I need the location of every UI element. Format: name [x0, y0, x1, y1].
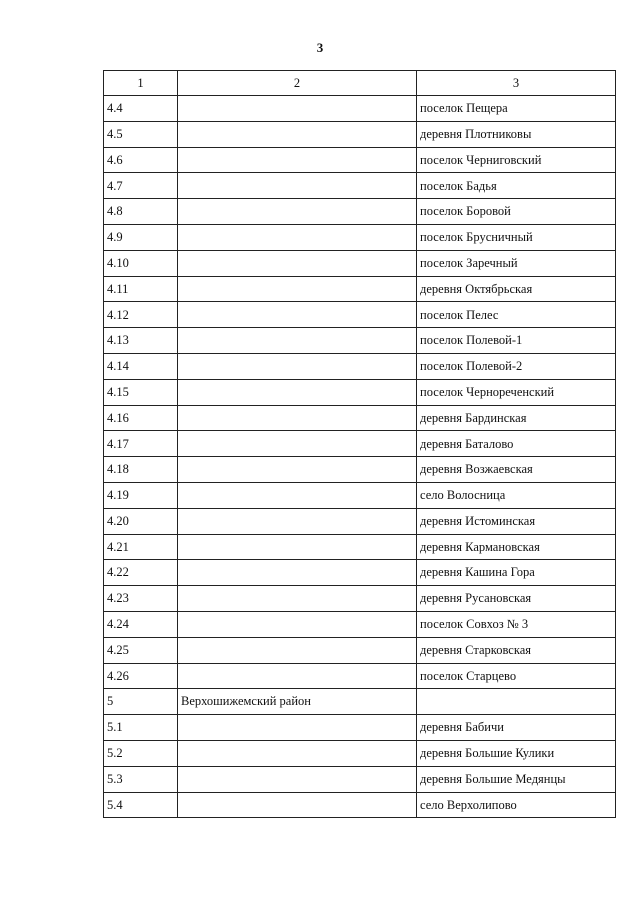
row-number-cell: 4.7 [104, 173, 178, 199]
table-row [104, 328, 616, 354]
column-header-number: 1 [104, 71, 178, 96]
district-cell [178, 405, 417, 431]
row-number-cell: 4.8 [104, 199, 178, 225]
table-row [104, 405, 616, 431]
table-row [104, 482, 616, 508]
district-cell [178, 560, 417, 586]
settlement-cell: поселок Брусничный [417, 224, 616, 250]
page-number: 3 [316, 40, 324, 55]
settlement-cell: деревня Бардинская [417, 405, 616, 431]
table-row [104, 353, 616, 379]
district-cell [178, 353, 417, 379]
table-row [104, 147, 616, 173]
row-number-cell: 4.24 [104, 611, 178, 637]
row-number-cell: 4.12 [104, 302, 178, 328]
district-cell [178, 96, 417, 122]
district-cell: Верхошижемский район [178, 689, 417, 715]
table-row [104, 534, 616, 560]
row-number-cell: 4.22 [104, 560, 178, 586]
district-cell [178, 482, 417, 508]
table-row [104, 224, 616, 250]
table-row [104, 250, 616, 276]
settlement-cell: деревня Октябрьская [417, 276, 616, 302]
row-number-cell: 4.16 [104, 405, 178, 431]
table-row [104, 611, 616, 637]
settlement-cell: деревня Возжаевская [417, 457, 616, 483]
table-row [104, 792, 616, 818]
settlement-cell: деревня Старковская [417, 637, 616, 663]
district-cell [178, 715, 417, 741]
column-header-settlement: 3 [417, 71, 616, 96]
row-number-cell: 5 [104, 689, 178, 715]
row-number-cell: 5.1 [104, 715, 178, 741]
settlement-cell: село Волосница [417, 482, 616, 508]
district-cell [178, 508, 417, 534]
district-cell [178, 328, 417, 354]
row-number-cell: 4.23 [104, 586, 178, 612]
district-cell [178, 586, 417, 612]
settlement-cell: поселок Бадья [417, 173, 616, 199]
district-cell [178, 792, 417, 818]
row-number-cell: 4.9 [104, 224, 178, 250]
table-row [104, 276, 616, 302]
table-row [104, 663, 616, 689]
table-row [104, 715, 616, 741]
row-number-cell: 4.26 [104, 663, 178, 689]
row-number-cell: 4.17 [104, 431, 178, 457]
settlement-cell [417, 689, 616, 715]
row-number-cell: 4.25 [104, 637, 178, 663]
settlement-cell: деревня Кашина Гора [417, 560, 616, 586]
table-row [104, 586, 616, 612]
district-cell [178, 224, 417, 250]
settlement-cell: деревня Большие Кулики [417, 740, 616, 766]
settlement-cell: поселок Боровой [417, 199, 616, 225]
settlements-table [103, 70, 616, 818]
row-number-cell: 4.18 [104, 457, 178, 483]
row-number-cell: 4.19 [104, 482, 178, 508]
district-cell [178, 534, 417, 560]
table-row [104, 740, 616, 766]
table-row [104, 121, 616, 147]
settlement-cell: поселок Пелес [417, 302, 616, 328]
column-header-district: 2 [178, 71, 417, 96]
table-row [104, 508, 616, 534]
settlement-cell: деревня Кармановская [417, 534, 616, 560]
settlement-cell: поселок Черниговский [417, 147, 616, 173]
table-row [104, 199, 616, 225]
table-row [104, 379, 616, 405]
table-row [104, 431, 616, 457]
district-cell [178, 663, 417, 689]
table-row [104, 689, 616, 715]
row-number-cell: 4.10 [104, 250, 178, 276]
settlement-cell: деревня Плотниковы [417, 121, 616, 147]
table-row [104, 637, 616, 663]
settlement-cell: поселок Полевой-2 [417, 353, 616, 379]
district-cell [178, 173, 417, 199]
table-row [104, 173, 616, 199]
row-number-cell: 4.20 [104, 508, 178, 534]
settlement-cell: село Верхолипово [417, 792, 616, 818]
row-number-cell: 5.2 [104, 740, 178, 766]
settlement-cell: поселок Полевой-1 [417, 328, 616, 354]
settlement-cell: деревня Русановская [417, 586, 616, 612]
table-row [104, 457, 616, 483]
row-number-cell: 4.13 [104, 328, 178, 354]
district-cell [178, 457, 417, 483]
district-cell [178, 379, 417, 405]
district-cell [178, 121, 417, 147]
district-cell [178, 302, 417, 328]
district-cell [178, 740, 417, 766]
row-number-cell: 4.6 [104, 147, 178, 173]
settlement-cell: поселок Пещера [417, 96, 616, 122]
table-header-row [104, 71, 616, 96]
settlement-cell: деревня Бабичи [417, 715, 616, 741]
table-row [104, 766, 616, 792]
settlement-cell: поселок Заречный [417, 250, 616, 276]
row-number-cell: 5.3 [104, 766, 178, 792]
row-number-cell: 4.11 [104, 276, 178, 302]
settlement-cell: деревня Большие Медянцы [417, 766, 616, 792]
district-cell [178, 147, 417, 173]
row-number-cell: 4.15 [104, 379, 178, 405]
district-cell [178, 611, 417, 637]
district-cell [178, 276, 417, 302]
settlement-cell: поселок Чернореченский [417, 379, 616, 405]
row-number-cell: 4.5 [104, 121, 178, 147]
table-row [104, 96, 616, 122]
settlement-cell: поселок Совхоз № 3 [417, 611, 616, 637]
row-number-cell: 5.4 [104, 792, 178, 818]
settlement-cell: поселок Старцево [417, 663, 616, 689]
table-body [104, 96, 616, 818]
row-number-cell: 4.21 [104, 534, 178, 560]
district-cell [178, 250, 417, 276]
district-cell [178, 431, 417, 457]
settlement-cell: деревня Баталово [417, 431, 616, 457]
settlement-cell: деревня Истоминская [417, 508, 616, 534]
row-number-cell: 4.4 [104, 96, 178, 122]
district-cell [178, 637, 417, 663]
row-number-cell: 4.14 [104, 353, 178, 379]
table-row [104, 560, 616, 586]
district-cell [178, 766, 417, 792]
district-cell [178, 199, 417, 225]
table-row [104, 302, 616, 328]
